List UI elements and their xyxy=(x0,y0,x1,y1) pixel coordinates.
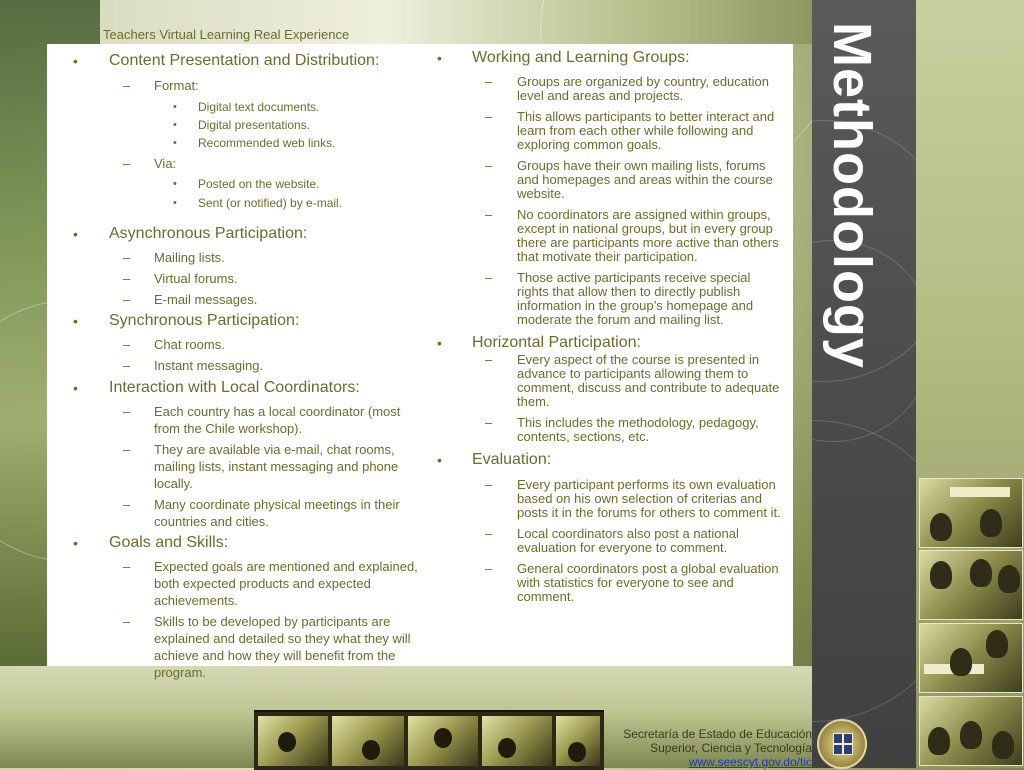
bullet-sync-participation xyxy=(69,311,429,331)
dash-icon: – xyxy=(123,78,131,93)
sub-item-text: They are available via e-mail, chat rooms, mailing lists, instant messaging and phone locally. xyxy=(154,442,399,491)
sub-item xyxy=(69,403,429,437)
bullet-goals-skills xyxy=(69,533,429,553)
sub-item xyxy=(433,271,783,327)
sub-sub-item xyxy=(69,195,429,211)
slide-title: Methodology xyxy=(822,22,882,369)
dash-icon: – xyxy=(485,74,493,89)
sub-item xyxy=(433,110,783,152)
dash-icon: – xyxy=(123,404,131,419)
sub-item xyxy=(69,249,429,266)
dash-icon: – xyxy=(485,270,493,285)
sub-sub-item-text: Sent (or notified) by e-mail. xyxy=(198,196,343,210)
dash-icon: – xyxy=(123,250,131,265)
sub-item xyxy=(69,270,429,287)
sub-item-text: Via: xyxy=(154,156,177,171)
sub-item-text: Local coordinators also post a national evaluation for everyone to comment. xyxy=(517,526,739,555)
dash-icon: – xyxy=(123,358,131,373)
filmstrip-photo xyxy=(332,716,404,766)
bullet-icon: • xyxy=(437,335,442,351)
bullet-title: Horizontal Participation: xyxy=(472,334,641,351)
sub-item-text: Expected goals are mentioned and explained, both expected products and expected achievements. xyxy=(154,559,418,608)
sub-item xyxy=(69,77,429,94)
sub-item xyxy=(69,336,429,353)
bullet-title: Synchronous Participation: xyxy=(109,312,300,329)
sub-item-text: This includes the methodology, pedagogy, contents, sections, etc. xyxy=(517,415,759,444)
footer-org-line1: Secretaría de Estado de Educación xyxy=(623,727,812,741)
sub-sub-item-text: Posted on the website. xyxy=(198,177,320,191)
sub-item-text: Every participant performs its own evaluation based on his own selection of criterias and posts it in the forums for others to comment it. xyxy=(517,477,781,520)
government-seal-icon xyxy=(817,719,867,769)
sub-item-text: E-mail messages. xyxy=(154,292,258,307)
shield-icon xyxy=(833,733,853,755)
bullet-icon: • xyxy=(73,226,78,242)
bullet-icon: • xyxy=(437,50,442,66)
sub-item-text: Virtual forums. xyxy=(154,271,238,286)
bullet-icon: • xyxy=(173,119,177,131)
bullet-title: Content Presentation and Distribution: xyxy=(109,52,380,69)
dash-icon: – xyxy=(485,526,493,541)
sub-item xyxy=(433,208,783,264)
sub-item-text: Every aspect of the course is presented in advance to participants allowing them to comment, discuss and contribute to adequate them. xyxy=(517,352,780,409)
dash-icon: – xyxy=(123,271,131,286)
dash-icon: – xyxy=(123,337,131,352)
dash-icon: – xyxy=(485,207,493,222)
footer-org-line2: Superior, Ciencia y Tecnología xyxy=(650,741,812,755)
sub-item-text: Those active participants receive special rights that allow then to directly publish information in the group’s homepage and moderate the forum and mailing list. xyxy=(517,270,754,327)
bullet-title: Evaluation: xyxy=(472,451,552,468)
bullet-icon: • xyxy=(73,313,78,329)
dash-icon: – xyxy=(485,561,493,576)
sub-item-text: Instant messaging. xyxy=(154,358,264,373)
sub-item-text: Many coordinate physical meetings in their countries and cities. xyxy=(154,497,400,529)
bullet-icon: • xyxy=(73,53,78,69)
decorative-arc xyxy=(812,420,916,722)
bullet-icon: • xyxy=(173,101,177,113)
bullet-title: Interaction with Local Coordinators: xyxy=(109,379,360,396)
dash-icon: – xyxy=(485,158,493,173)
bullet-icon: • xyxy=(173,178,177,190)
sub-item xyxy=(433,159,783,201)
sub-sub-item xyxy=(69,176,429,192)
dash-icon: – xyxy=(485,109,493,124)
sub-item xyxy=(69,291,429,308)
dash-icon: – xyxy=(123,442,131,457)
classroom-photo xyxy=(919,478,1023,548)
sub-item xyxy=(433,527,783,555)
classroom-photo xyxy=(919,696,1023,766)
filmstrip-photo xyxy=(482,716,552,766)
sub-sub-item-text: Digital presentations. xyxy=(198,118,311,132)
sub-item xyxy=(69,441,429,492)
sub-item-text: Each country has a local coordinator (most from the Chile workshop). xyxy=(154,404,401,436)
sub-sub-item xyxy=(69,135,429,151)
sub-item xyxy=(69,357,429,374)
sub-item xyxy=(433,353,783,409)
sub-sub-item-text: Recommended web links. xyxy=(198,136,336,150)
bullet-content-presentation xyxy=(69,51,429,71)
dash-icon: – xyxy=(123,292,131,307)
dash-icon: – xyxy=(123,497,131,512)
sub-item xyxy=(433,562,783,604)
sub-item-text: General coordinators post a global evaluation with statistics for everyone to see and comment. xyxy=(517,561,779,604)
bullet-icon: • xyxy=(73,380,78,396)
header-subtitle: Teachers Virtual Learning Real Experience xyxy=(103,27,350,42)
bullet-icon: • xyxy=(173,137,177,149)
sub-item xyxy=(69,155,429,172)
sub-item xyxy=(69,558,429,609)
dash-icon: – xyxy=(485,477,493,492)
sub-item-text: No coordinators are assigned within groups, except in national groups, but in every group there are participants more active than others that motivate their participation. xyxy=(517,207,779,264)
dash-icon: – xyxy=(123,614,131,629)
bullet-evaluation xyxy=(433,450,783,470)
sub-sub-item xyxy=(69,117,429,133)
bullet-title: Asynchronous Participation: xyxy=(109,225,308,242)
bullet-local-coordinators xyxy=(69,378,429,398)
classroom-photo xyxy=(919,550,1023,620)
sub-item-text: Skills to be developed by participants are explained and detailed so they what they will achieve and how they will benefit from the program. xyxy=(154,614,411,680)
sub-sub-item xyxy=(69,99,429,115)
sub-item-text: Mailing lists. xyxy=(154,250,225,265)
sub-item xyxy=(69,613,429,681)
bottom-photo-filmstrip xyxy=(254,710,604,770)
bullet-horizontal-participation xyxy=(433,333,783,353)
left-column xyxy=(69,44,429,680)
bullet-title: Working and Learning Groups: xyxy=(472,49,690,66)
footer-organization xyxy=(623,727,812,769)
sub-item-text: Format: xyxy=(154,78,199,93)
filmstrip-photo xyxy=(556,716,600,766)
content-panel xyxy=(47,44,793,680)
sub-item-text: Chat rooms. xyxy=(154,337,225,352)
filmstrip-photo xyxy=(258,716,328,766)
footer-url-link[interactable]: www.seescyt.gov.do/tic xyxy=(688,755,812,769)
right-column xyxy=(433,44,783,604)
sub-item-text: Groups are organized by country, education level and areas and projects. xyxy=(517,74,769,103)
sub-item xyxy=(69,496,429,530)
bullet-icon: • xyxy=(173,197,177,209)
sub-sub-item-text: Digital text documents. xyxy=(198,100,320,114)
bullet-async-participation xyxy=(69,224,429,244)
dash-icon: – xyxy=(485,415,493,430)
classroom-photo xyxy=(919,623,1023,693)
sub-item xyxy=(433,478,783,520)
filmstrip-photo xyxy=(408,716,478,766)
bullet-working-groups xyxy=(433,48,783,68)
bullet-icon: • xyxy=(73,535,78,551)
dash-icon: – xyxy=(123,156,131,171)
bullet-title: Goals and Skills: xyxy=(109,534,229,551)
sub-item-text: Groups have their own mailing lists, forums and homepages and areas within the course website. xyxy=(517,158,773,201)
dash-icon: – xyxy=(123,559,131,574)
sub-item-text: This allows participants to better interact and learn from each other while following and exploring common goals. xyxy=(517,109,775,152)
dash-icon: – xyxy=(485,352,493,367)
sub-item xyxy=(433,416,783,444)
sub-item xyxy=(433,75,783,103)
bullet-icon: • xyxy=(437,452,442,468)
